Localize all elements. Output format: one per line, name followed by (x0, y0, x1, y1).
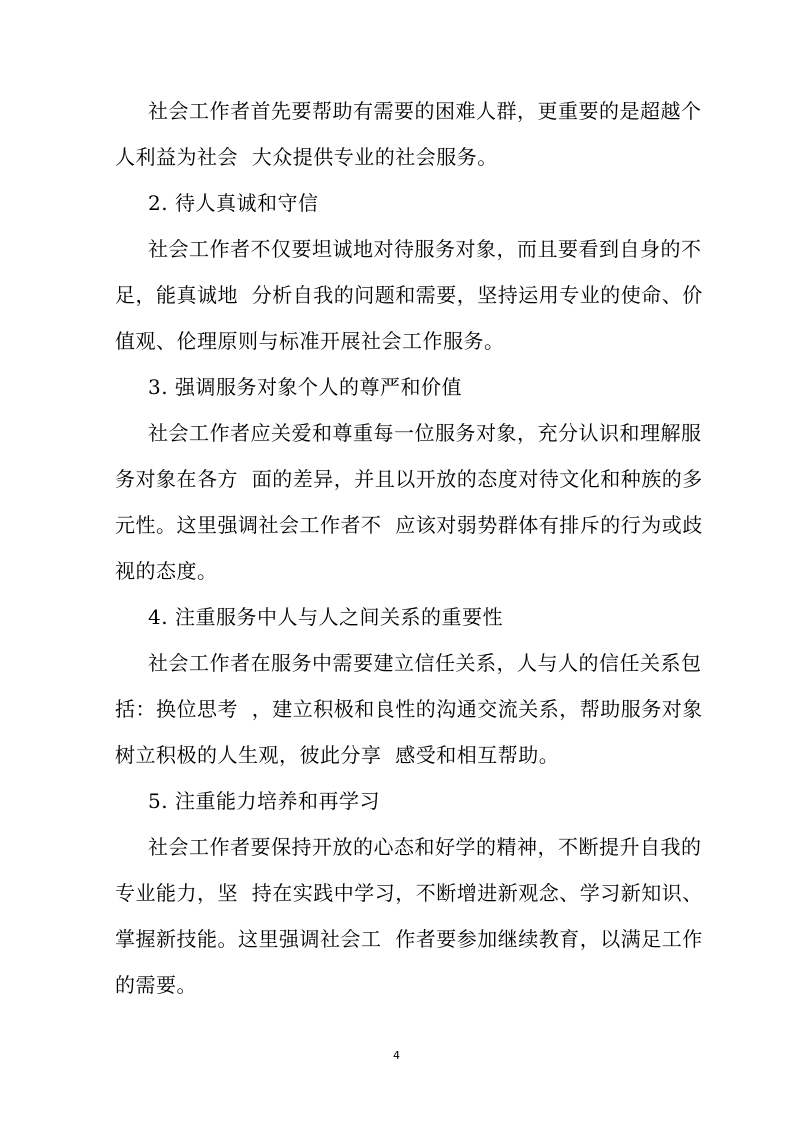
section-heading: 2. 待人真诚和守信 (148, 191, 319, 215)
paragraph-line: 足，能真诚地 分析自我的问题和需要，坚持运用专业的使命、价 (115, 283, 703, 307)
document-body (115, 88, 703, 1008)
section-heading: 5. 注重能力培养和再学习 (148, 789, 380, 813)
paragraph-line: 元性。这里强调社会工作者不 应该对弱势群体有排斥的行为或歧 (115, 513, 703, 537)
paragraph-line: 专业能力，坚 持在实践中学习，不断增进新观念、学习新知识、 (115, 881, 703, 905)
paragraph-line: 括：换位思考 ，建立积极和良性的沟通交流关系，帮助服务对象 (115, 697, 703, 721)
section-heading: 3. 强调服务对象个人的尊严和价值 (148, 375, 462, 399)
paragraph-line: 的需要。 (115, 973, 197, 997)
paragraph-line: 人利益为社会 大众提供专业的社会服务。 (115, 145, 498, 169)
paragraph-line: 社会工作者在服务中需要建立信任关系，人与人的信任关系包 (148, 651, 702, 675)
paragraph-line: 社会工作者应关爱和尊重每一位服务对象，充分认识和理解服 (148, 421, 702, 445)
section-heading: 4. 注重服务中人与人之间关系的重要性 (148, 605, 503, 629)
paragraph-line: 社会工作者不仅要坦诚地对待服务对象，而且要看到自身的不 (148, 237, 702, 261)
paragraph-line: 树立积极的人生观，彼此分享 感受和相互帮助。 (115, 743, 560, 767)
paragraph-line: 视的态度。 (115, 559, 218, 583)
page-number: 4 (393, 1049, 400, 1062)
paragraph-line: 值观、伦理原则与标准开展社会工作服务。 (115, 329, 505, 353)
paragraph-line: 务对象在各方 面的差异，并且以开放的态度对待文化和种族的多 (115, 467, 703, 491)
paragraph-line: 社会工作者要保持开放的心态和好学的精神，不断提升自我的 (148, 835, 702, 859)
paragraph-line: 掌握新技能。这里强调社会工 作者要参加继续教育，以满足工作 (115, 927, 703, 951)
paragraph-line: 社会工作者首先要帮助有需要的困难人群，更重要的是超越个 (148, 99, 702, 123)
